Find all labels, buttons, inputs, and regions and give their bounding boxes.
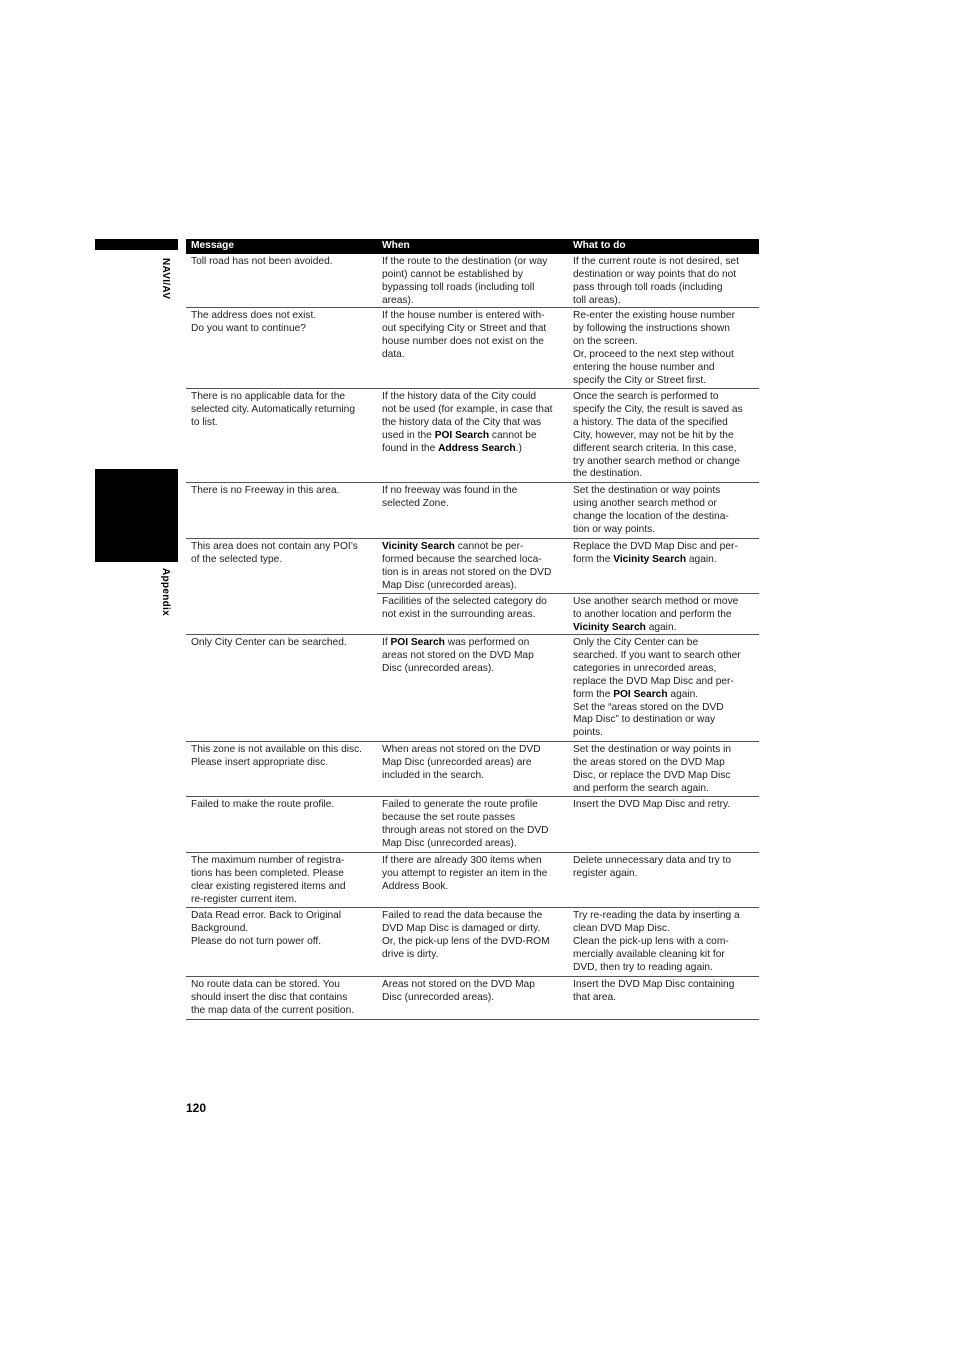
header-what-to-do: What to do — [573, 240, 626, 252]
todo-cell: Once the search is performed to specify the City, the result is saved as a history. The data of the specified City, however, may not be hit by the different search criteria. In this case, try another search method or change the destination. — [573, 391, 743, 480]
todo-cell: Use another search method or move to another location and perform the Vicinity Search again. — [573, 596, 739, 633]
when-cell: If the route to the destination (or way point) cannot be established by bypassing toll roads (including toll areas). — [382, 256, 548, 306]
todo-cell: Insert the DVD Map Disc containing that area. — [573, 979, 735, 1003]
when-cell: If POI Search was performed on areas not stored on the DVD Map Disc (unrecorded areas). — [382, 637, 534, 674]
vicinity-search-term: Vicinity Search — [613, 553, 687, 565]
sub-row — [377, 593, 759, 634]
table-row — [186, 389, 759, 483]
section-label: NAVI/AV — [160, 258, 171, 300]
table-header — [186, 239, 759, 254]
table-row — [186, 977, 759, 1020]
appendix-label: Appendix — [160, 568, 171, 616]
header-when: When — [382, 240, 410, 252]
sub-row — [377, 539, 759, 593]
header-message: Message — [191, 240, 235, 252]
message-table — [186, 239, 759, 1020]
todo-cell: Set the destination or way points in the areas stored on the DVD Map Disc, or replace the DVD Map Disc and perform the search again. — [573, 744, 732, 794]
vicinity-search-term: Vicinity Search — [573, 621, 646, 633]
when-cell: Areas not stored on the DVD Map Disc (unrecorded areas). — [382, 979, 535, 1003]
when-cell: When areas not stored on the DVD Map Disc (unrecorded areas) are included in the search. — [382, 744, 541, 781]
message-cell: The address does not exist. Do you want to continue? — [191, 310, 317, 334]
todo-cell: If the current route is not desired, set destination or way points that do not pass through toll roads (including toll areas). — [573, 256, 739, 306]
when-cell: Facilities of the selected category do not exist in the surrounding areas. — [382, 596, 547, 620]
page-number: 120 — [186, 1101, 207, 1115]
poi-search-term: POI Search — [390, 637, 445, 648]
message-cell: There is no Freeway in this area. — [191, 485, 340, 496]
table-row — [186, 483, 759, 539]
when-cell: Failed to generate the route profile because the set route passes through areas not stored on the DVD Map Disc (unrecorded areas). — [382, 799, 549, 849]
message-cell: Only City Center can be searched. — [191, 637, 347, 648]
message-cell: The maximum number of registra- tions has been completed. Please clear existing registered items and re-register current item. — [191, 855, 346, 905]
poi-search-term: POI Search — [434, 429, 490, 441]
table-row — [186, 853, 759, 908]
message-cell: This zone is not available on this disc. Please insert appropriate disc. — [191, 744, 363, 768]
todo-cell: Replace the DVD Map Disc and per- form the Vicinity Search again. — [573, 541, 738, 565]
table-row — [186, 539, 759, 635]
todo-cell: Try re-reading the data by inserting a clean DVD Map Disc. Clean the pick-up lens with a com- mercially available cleaning kit for DVD, then try to reading again. — [573, 910, 740, 973]
table-row — [186, 908, 759, 977]
when-cell: If the house number is entered with- out specifying City or Street and that house number does not exist on the data. — [382, 310, 547, 360]
message-cell: Toll road has not been avoided. — [191, 256, 333, 267]
sub-rows — [377, 539, 759, 634]
table-row — [186, 797, 759, 853]
message-cell: Data Read error. Back to Original Background. Please do not turn power off. — [191, 910, 342, 947]
when-cell: If no freeway was found in the selected Zone. — [382, 485, 518, 509]
table-row — [186, 635, 759, 742]
appendix-tab-block — [95, 469, 178, 562]
table-row — [186, 254, 759, 308]
when-cell: Failed to read the data because the DVD Map Disc is damaged or dirty. Or, the pick-up lens of the DVD-ROM drive is dirty. — [382, 910, 550, 960]
todo-cell: Re-enter the existing house number by following the instructions shown on the screen. Or, proceed to the next step without entering the house number and specify the City or Street first. — [573, 310, 735, 386]
message-cell: There is no applicable data for the selected city. Automatically returning to list. — [191, 391, 356, 428]
message-cell: Failed to make the route profile. — [191, 799, 335, 810]
todo-cell: Delete unnecessary data and try to register again. — [573, 855, 732, 879]
section-tab-bar — [95, 239, 178, 250]
table-row — [186, 308, 759, 389]
when-cell: If the history data of the City could not be used (for example, in case that the history data of the City that was used in the POI Search cannot be found in the Address Search.) — [382, 391, 553, 454]
message-cell: No route data can be stored. You should insert the disc that contains the map data of the current position. — [191, 979, 355, 1016]
message-cell: This area does not contain any POI’s of the selected type. — [191, 541, 358, 565]
when-cell: Vicinity Search cannot be per- formed because the searched loca- tion is in areas not stored on the DVD Map Disc (unrecorded areas). — [382, 541, 552, 591]
vicinity-search-term: Vicinity Search — [382, 541, 455, 552]
table-row — [186, 742, 759, 797]
address-search-term: Address Search — [438, 442, 516, 454]
todo-cell: Only the City Center can be searched. If you want to search other categories in unrecorded areas, replace the DVD Map Disc and per- form the POI Search again. Set the “areas stored on the DVD Map Disc” to destination or way points. — [573, 637, 741, 739]
when-cell: If there are already 300 items when you attempt to register an item in the Address Book. — [382, 855, 548, 892]
todo-cell: Insert the DVD Map Disc and retry. — [573, 799, 731, 810]
todo-cell: Set the destination or way points using another search method or change the location of the destina- tion or way points. — [573, 485, 729, 535]
poi-search-term: POI Search — [613, 688, 668, 700]
